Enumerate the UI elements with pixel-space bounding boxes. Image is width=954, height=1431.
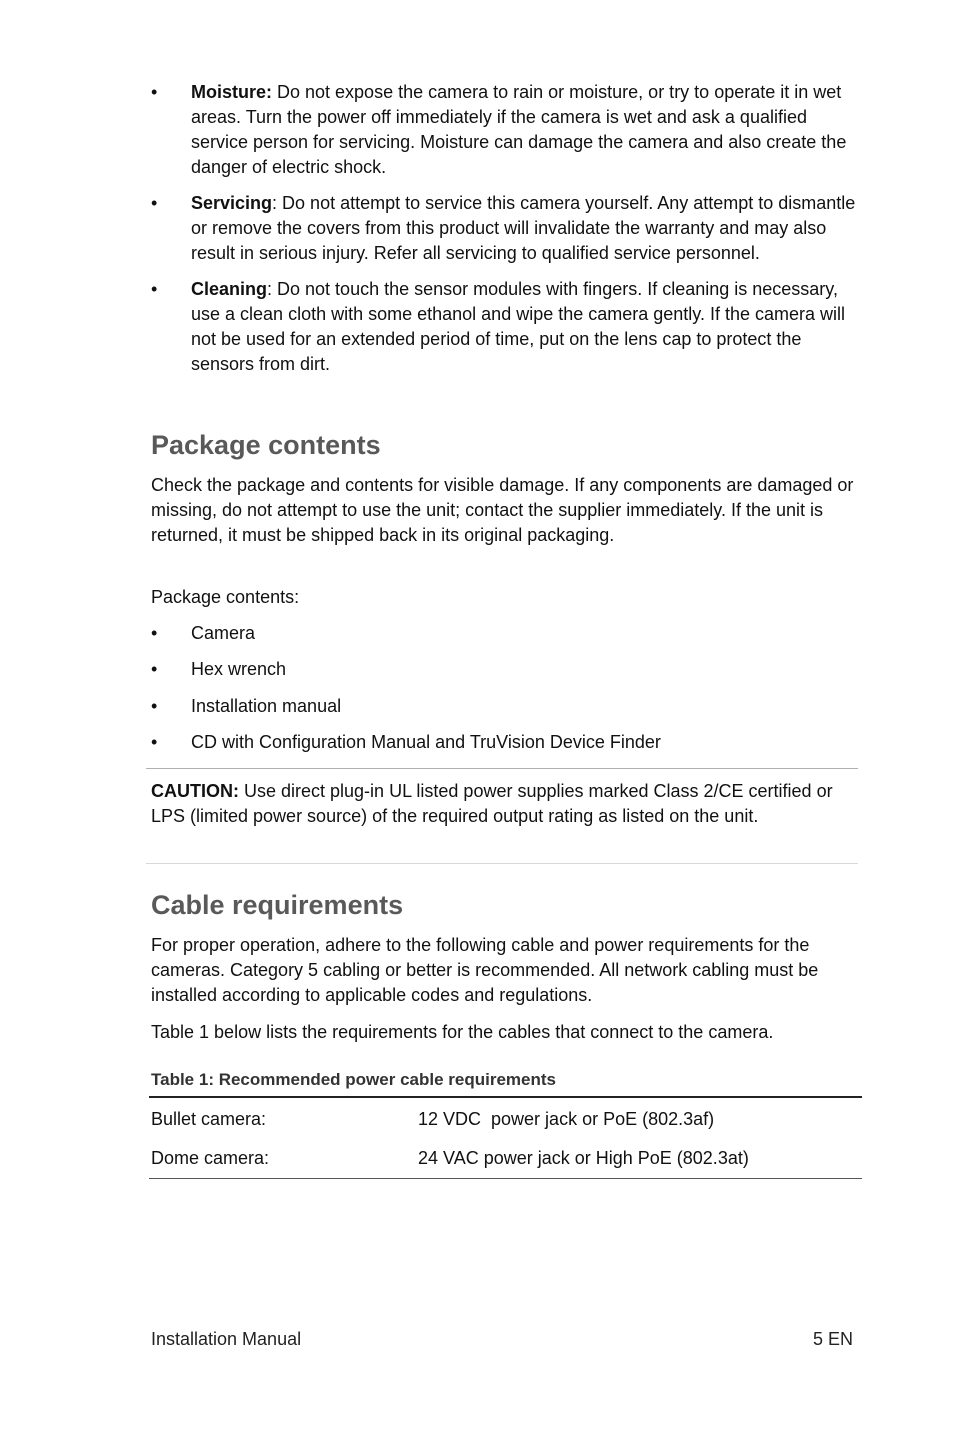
bullet-marker: •: [151, 82, 158, 102]
table-cell-label: Bullet camera:: [151, 1109, 267, 1129]
bullet-text: : Do not attempt to service this camera yourself. Any attempt to dismantle or remove the covers from this product will invalidate the warranty and may also result in serious injury. Refer all servicing to qualified service personnel.: [191, 193, 856, 263]
caution-label: CAUTION:: [151, 781, 239, 801]
bullet-servicing: [151, 191, 856, 266]
bullet-marker: •: [151, 659, 158, 680]
bullet-text: : Do not touch the sensor modules with fingers. If cleaning is necessary, use a clean cloth with some ethanol and wipe the camera gently. If the camera will not be used for an extended period of time, put on the lens cap to protect the sensors from dirt.: [191, 279, 846, 374]
table-caption: Table 1: Recommended power cable requirements: [151, 1070, 556, 1089]
footer-document-title: Installation Manual: [151, 1329, 302, 1349]
package-items-list: [151, 621, 856, 766]
cable-requirements-heading: Cable requirements: [151, 890, 404, 920]
bullet-moisture: [151, 80, 856, 180]
power-cable-table: [149, 1096, 862, 1179]
list-item: [151, 657, 856, 693]
caution-box: [146, 768, 858, 864]
table-cell-label: Dome camera:: [151, 1148, 270, 1168]
bullet-term: Servicing: [191, 193, 273, 213]
table-cell-value: 12 VDC power jack or PoE (802.3af): [418, 1109, 715, 1129]
table-row: [149, 1107, 862, 1137]
list-item: [151, 621, 856, 657]
table-reference-paragraph: Table 1 below lists the requirements for the cables that connect to the camera.: [151, 1022, 774, 1042]
footer-page-number: 5 EN: [812, 1329, 853, 1349]
bullet-marker: •: [151, 623, 158, 643]
package-contents-heading: Package contents: [151, 430, 381, 460]
bullet-cleaning: [151, 277, 856, 377]
table-cell-value: 24 VAC power jack or High PoE (802.3at): [418, 1148, 749, 1168]
list-item-text: CD with Configuration Manual and TruVision Device Finder: [191, 731, 661, 752]
bullet-term: Cleaning: [191, 279, 268, 299]
bullet-marker: •: [151, 279, 158, 299]
bullet-term: Moisture:: [191, 82, 272, 102]
package-list-label: Package contents:: [151, 587, 300, 607]
list-item-text: Hex wrench: [191, 659, 287, 680]
list-item-text: Camera: [191, 623, 256, 643]
bullet-marker: •: [151, 695, 158, 716]
list-item-text: Installation manual: [191, 695, 342, 716]
package-intro-paragraph: Check the package and contents for visible damage. If any components are damaged or missing, do not attempt to use the unit; contact the supplier immediately. If the unit is returned, it must be shipped back in its original packaging.: [151, 475, 854, 545]
safety-bullet-list: [151, 80, 856, 388]
table-row: [149, 1146, 862, 1176]
bullet-marker: •: [151, 731, 158, 752]
list-item: [151, 694, 856, 730]
caution-body: Use direct plug-in UL listed power supplies marked Class 2/CE certified or LPS (limited power source) of the required output rating as listed on the unit.: [151, 781, 833, 826]
cable-intro-paragraph: For proper operation, adhere to the following cable and power requirements for the cameras. Category 5 cabling or better is recommended. All network cabling must be installed according to applicable codes and regulations.: [151, 935, 819, 1005]
bullet-marker: •: [151, 193, 158, 213]
caution-text: [151, 779, 851, 829]
bullet-text: Do not expose the camera to rain or moisture, or try to operate it in wet areas. Turn the power off immediately if the camera is wet and ask a qualified service person for servicing. Moisture can damage the camera and also create the danger of electric shock.: [191, 82, 847, 177]
list-item: [151, 730, 856, 766]
